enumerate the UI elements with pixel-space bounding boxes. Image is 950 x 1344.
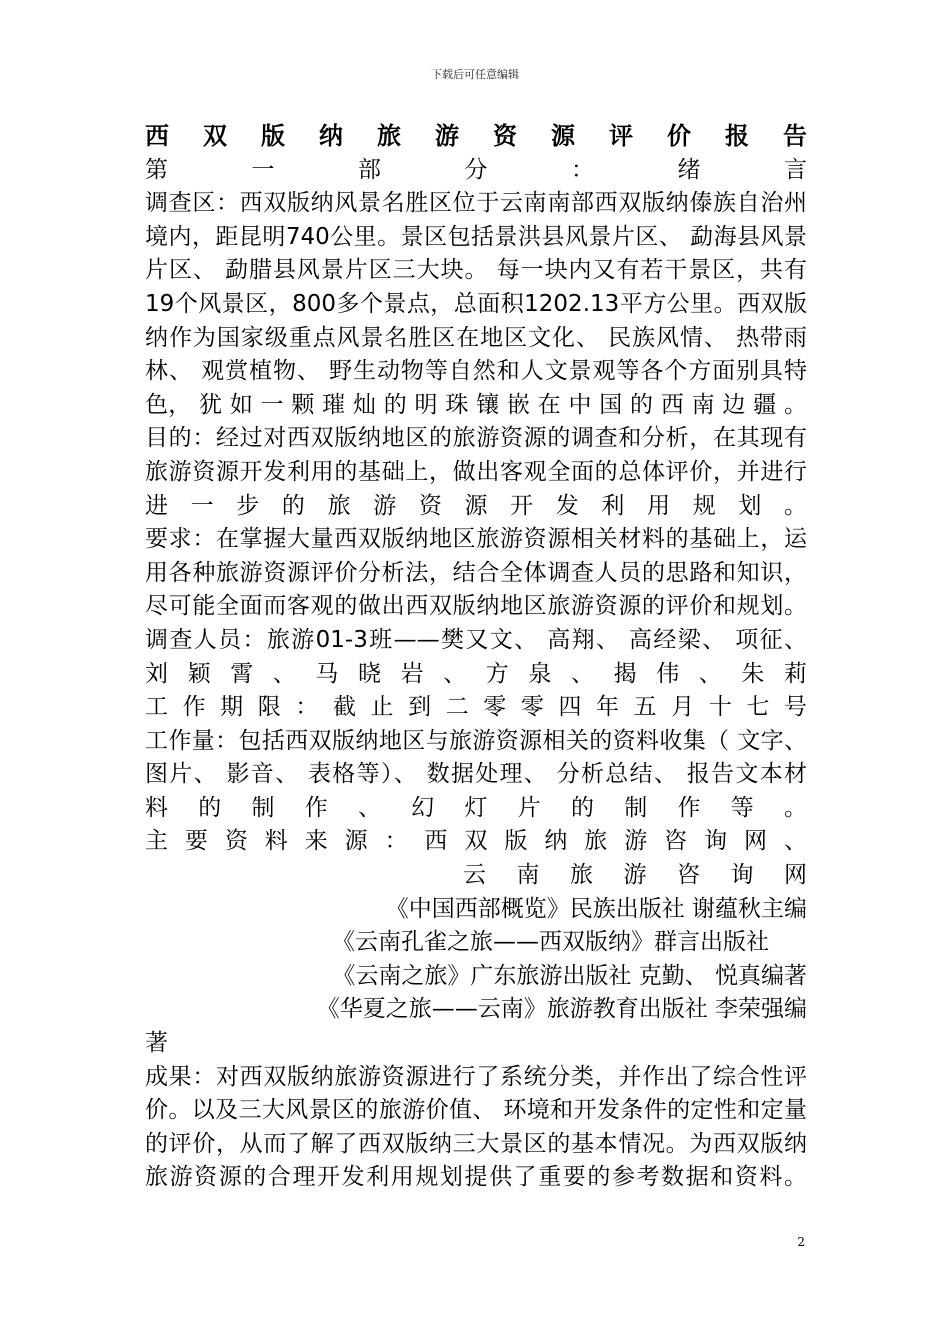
page-number: 2 (797, 1235, 805, 1249)
body-line: 纳作为国家级重点风景名胜区在地区文化、 民族风情、 热带雨 (145, 324, 807, 351)
document-body (145, 120, 807, 1195)
body-line: 片区、 勐腊县风景片区三大块。 每一块内又有若干景区，共有 (145, 257, 807, 284)
body-line: 境内，距昆明740公里。景区包括景洪县风景片区、 勐海县风景 (145, 223, 807, 250)
body-line: 料 的 制 作 、 幻 灯 片 的 制 作 等 。 (145, 794, 807, 821)
body-line: 19个风景区，800多个景点，总面积1202.13平方公里。西双版 (145, 290, 807, 317)
body-line: 调查区：西双版纳风景名胜区位于云南南部西双版纳傣族自治州 (145, 190, 807, 217)
body-line: 目的：经过对西双版纳地区的旅游资源的调查和分析，在其现有 (145, 425, 807, 452)
body-line: 用各种旅游资源评价分析法，结合全体调查人员的思路和知识， (145, 559, 807, 586)
section-heading: 第 一 部 分 ： 绪 言 (145, 156, 807, 183)
source-item: 《云南孔雀之旅——西双版纳》群言出版社 (332, 929, 769, 956)
source-item: 《中国西部概览》民族出版社 谢蕴秋主编 (385, 895, 807, 922)
source-item: 云 南 旅 游 咨 询 网 (463, 862, 807, 889)
body-line: 主 要 资 料 来 源 ： 西 双 版 纳 旅 游 咨 询 网 、 (145, 828, 807, 855)
body-line: 旅游资源开发利用的基础上，做出客观全面的总体评价，并进行 (145, 458, 807, 485)
body-line: 旅游资源的合理开发利用规划提供了重要的参考数据和资料。 (145, 1164, 807, 1191)
body-line: 工作量：包括西双版纳地区与旅游资源相关的资料收集（ 文字、 (145, 727, 807, 754)
body-line: 调查人员：旅游01-3班——樊又文、 高翔、 高经梁、 项征、 (145, 626, 807, 653)
body-line: 刘 颖 霄 、 马 晓 岩 、 方 泉 、 揭 伟 、 朱 莉 (145, 660, 807, 687)
body-line: 进 一 步 的 旅 游 资 源 开 发 利 用 规 划 。 (145, 492, 807, 519)
source-item: 《云南之旅》广东旅游出版社 克勤、 悦真编著 (332, 962, 807, 989)
body-line: 图片、 影音、 表格等）、 数据处理、 分析总结、 报告文本材 (145, 761, 807, 788)
body-line: 林、 观赏植物、 野生动物等自然和人文景观等各个方面别具特 (145, 358, 807, 385)
body-line: 价。以及三大风景区的旅游价值、 环境和开发条件的定性和定量 (145, 1097, 807, 1124)
header-note: 下载后可任意编辑 (431, 68, 519, 81)
body-line: 要求：在掌握大量西双版纳地区旅游资源相关材料的基础上，运 (145, 526, 807, 553)
body-line: 尽可能全面而客观的做出西双版纳地区旅游资源的评价和规划。 (145, 593, 807, 620)
body-line: 工 作 期 限 ： 截 止 到 二 零 零 四 年 五 月 十 七 号 (145, 694, 807, 721)
source-item-tail: 著 (145, 1030, 168, 1057)
source-item: 《华夏之旅——云南》旅游教育出版社 李荣强编 (316, 996, 807, 1023)
report-title: 西 双 版 纳 旅 游 资 源 评 价 报 告 (145, 122, 807, 150)
body-line: 成果：对西双版纳旅游资源进行了系统分类，并作出了综合性评 (145, 1063, 807, 1090)
body-line: 的评价，从而了解了西双版纳三大景区的基本情况。为西双版纳 (145, 1130, 807, 1157)
body-line: 色， 犹 如 一 颗 璀 灿 的 明 珠 镶 嵌 在 中 国 的 西 南 边 疆 。 (145, 391, 807, 418)
